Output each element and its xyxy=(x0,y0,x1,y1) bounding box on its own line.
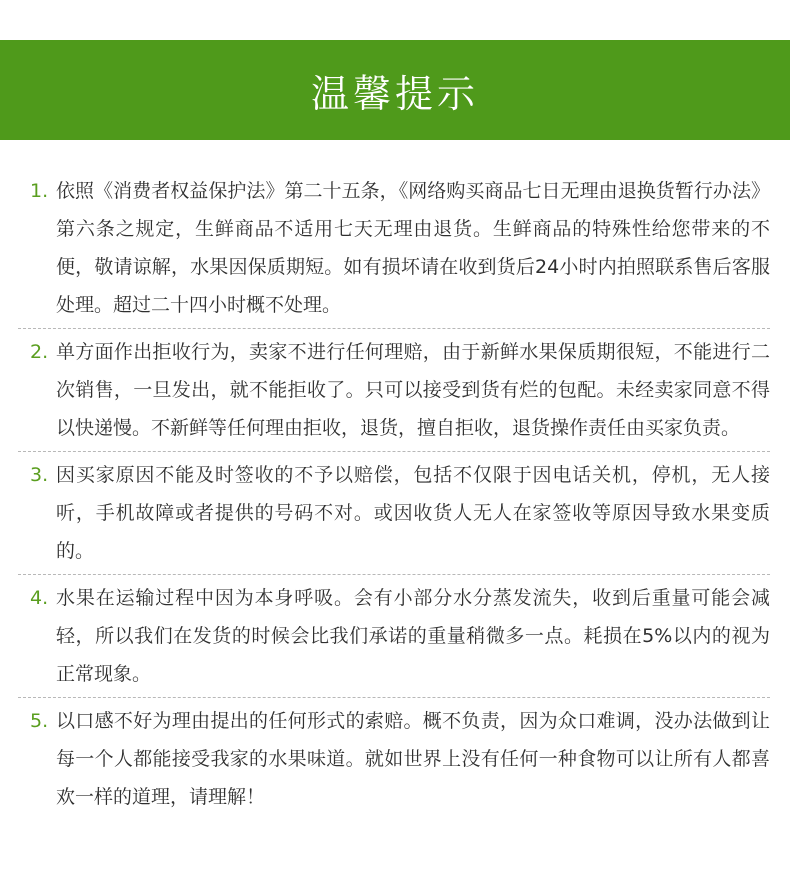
notice-banner xyxy=(0,40,790,140)
item-text: 依照《消费者权益保护法》第二十五条，《网络购买商品七日无理由退换货暂行办法》第六条之规定，生鲜商品不适用七天无理由退货。生鲜商品的特殊性给您带来的不便，敬请谅解，水果因保质期短。如有损坏请在收到货后24小时内拍照联系售后客服处理。超过二十四小时概不处理。 xyxy=(56,180,770,316)
list-item xyxy=(18,575,770,698)
item-text: 单方面作出拒收行为，卖家不进行任何理赔，由于新鲜水果保质期很短，不能进行二次销售，一旦发出，就不能拒收了。只可以接受到货有烂的包配。未经卖家同意不得以快递慢。不新鲜等任何理由拒收，退货，擅自拒收，退货操作责任由买家负责。 xyxy=(56,341,770,439)
item-number: 2. xyxy=(30,341,49,363)
item-text: 以口感不好为理由提出的任何形式的索赔。概不负责，因为众口难调，没办法做到让每一个人都能接受我家的水果味道。就如世界上没有任何一种食物可以让所有人都喜欢一样的道理，请理解！ xyxy=(56,710,770,808)
notice-list xyxy=(18,168,770,820)
item-text: 因买家原因不能及时签收的不予以赔偿，包括不仅限于因电话关机，停机，无人接听，手机故障或者提供的号码不对。或因收货人无人在家签收等原因导致水果变质的。 xyxy=(56,464,770,562)
item-number: 3. xyxy=(30,464,49,486)
list-item xyxy=(18,329,770,452)
item-text: 水果在运输过程中因为本身呼吸。会有小部分水分蒸发流失，收到后重量可能会减轻，所以我们在发货的时候会比我们承诺的重量稍微多一点。耗损在5%以内的视为正常现象。 xyxy=(56,587,770,685)
list-item xyxy=(18,698,770,820)
list-item xyxy=(18,452,770,575)
page-title: 温馨提示 xyxy=(310,71,479,116)
item-number: 1. xyxy=(30,180,49,202)
item-number: 5. xyxy=(30,710,49,732)
list-item xyxy=(18,168,770,329)
item-number: 4. xyxy=(30,587,49,609)
